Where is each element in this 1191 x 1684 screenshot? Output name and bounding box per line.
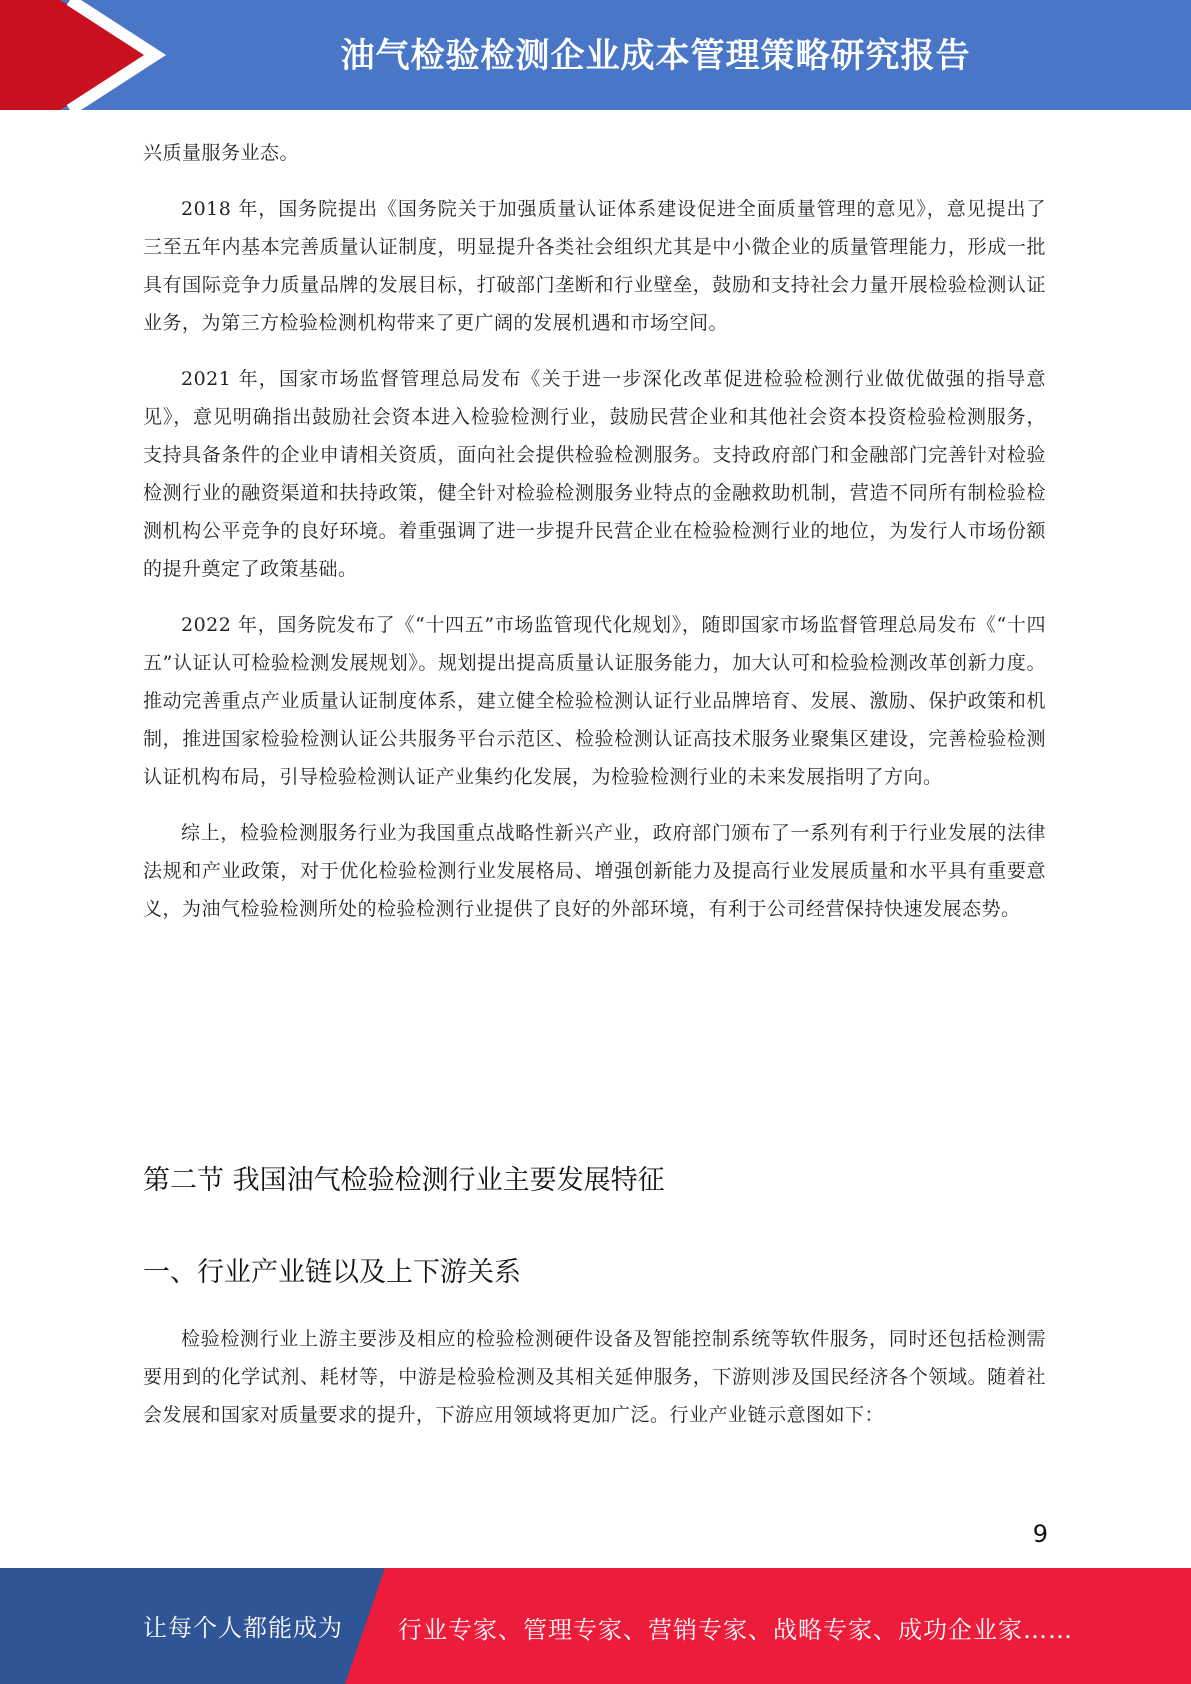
- paragraph: 兴质量服务业态。: [143, 142, 300, 164]
- paragraph: 2018 年，国务院提出《国务院关于加强质量认证体系建设促进全面质量管理的意见》，意见提出了三至五年内基本完善质量认证制度，明显提升各类社会组织尤其是中小微企业的质量管理能力，形成一批具有国际竞争力质量品牌的发展目标，打破部门垄断和行业壁垒，鼓励和支持社会力量开展检验检测认证业务，为第三方检验检测机构带来了更广阔的发展机遇和市场空间。: [143, 198, 1046, 334]
- paragraph: 2021 年，国家市场监督管理总局发布《关于进一步深化改革促进检验检测行业做优做强的指导意见》，意见明确指出鼓励社会资本进入检验检测行业，鼓励民营企业和其他社会资本投资检验检测服务，支持具备条件的企业申请相关资质，面向社会提供检验检测服务。支持政府部门和金融部门完善针对检验检测行业的融资渠道和扶持政策，健全针对检验检测服务业特点的金融救助机制，营造不同所有制检验检测机构公平竞争的良好环境。着重强调了进一步提升民营企业在检验检测行业的地位，为发行人市场份额的提升奠定了政策基础。: [143, 368, 1046, 580]
- document-title: 油气检验检测企业成本管理策略研究报告: [340, 36, 971, 76]
- section-body-text: [143, 1320, 1046, 1452]
- page-header: [0, 0, 1191, 110]
- subsection-heading: 一、行业产业链以及上下游关系: [143, 1257, 521, 1288]
- paragraph: 2022 年，国务院发布了《“十四五”市场监管现代化规划》，随即国家市场监督管理总局发布《“十四五”认证认可检验检测发展规划》。规划提出提高质量认证服务能力，加大认可和检验检测改革创新力度。推动完善重点产业质量认证制度体系，建立健全检验检测认证行业品牌培育、发展、激励、保护政策和机制，推进国家检验检测认证公共服务平台示范区、检验检测认证高技术服务业聚集区建设，完善检验检测认证机构布局，引导检验检测认证产业集约化发展，为检验检测行业的未来发展指明了方向。: [143, 614, 1046, 788]
- footer-slogan-right: 行业专家、管理专家、营销专家、战略专家、成功企业家……: [398, 1616, 1073, 1644]
- section-heading: 第二节 我国油气检验检测行业主要发展特征: [143, 1165, 665, 1196]
- footer-slogan-left: 让每个人都能成为: [143, 1614, 343, 1642]
- paragraph: 综上，检验检测服务行业为我国重点战略性新兴产业，政府部门颁布了一系列有利于行业发展的法律法规和产业政策，对于优化检验检测行业发展格局、增强创新能力及提高行业发展质量和水平具有重要意义，为油气检验检测所处的检验检测行业提供了良好的外部环境，有利于公司经营保持快速发展态势。: [143, 822, 1046, 920]
- paragraph: 检验检测行业上游主要涉及相应的检验检测硬件设备及智能控制系统等软件服务，同时还包括检测需要用到的化学试剂、耗材等，中游是检验检测及其相关延伸服务，下游则涉及国民经济各个领域。随着社会发展和国家对质量要求的提升，下游应用领域将更加广泛。行业产业链示意图如下：: [143, 1328, 1046, 1426]
- body-text: [143, 134, 1046, 946]
- page-number: 9: [1032, 1520, 1048, 1548]
- page-footer: [0, 1568, 1191, 1684]
